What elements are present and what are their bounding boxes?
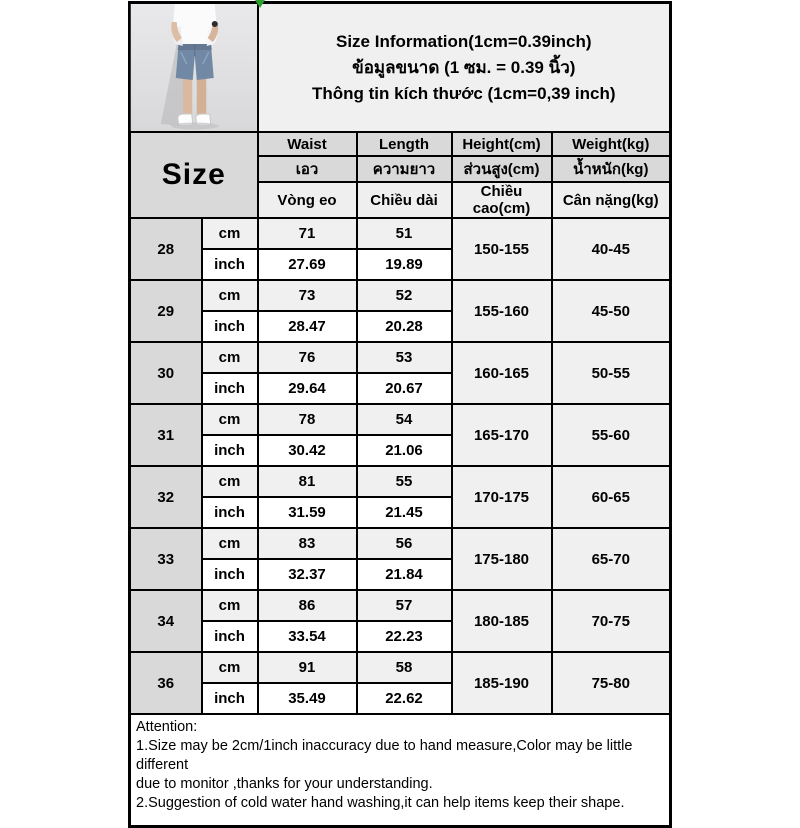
weight-range-value: 70-75 [552, 590, 671, 652]
unit-label-inch: inch [202, 497, 258, 528]
size-column-header: Size [130, 132, 258, 218]
length-header-vi: Chiều dài [357, 182, 452, 218]
size-information-table [128, 1, 672, 828]
weight-range-value: 45-50 [552, 280, 671, 342]
height-range-value: 175-180 [452, 528, 552, 590]
height-range-value: 155-160 [452, 280, 552, 342]
unit-label-cm: cm [202, 528, 258, 559]
waist-inch-value: 27.69 [258, 249, 357, 280]
size-row-cm [130, 404, 671, 435]
title-row [130, 3, 671, 133]
waist-cm-value: 86 [258, 590, 357, 621]
attention-line-1: 1.Size may be 2cm/1inch inaccuracy due to hand measure,Color may be little different [136, 738, 633, 773]
waist-inch-value: 29.64 [258, 373, 357, 404]
length-inch-value: 22.23 [357, 621, 452, 652]
unit-label-inch: inch [202, 621, 258, 652]
weight-range-value: 60-65 [552, 466, 671, 528]
height-range-value: 150-155 [452, 218, 552, 280]
height-header-th: ส่วนสูง(cm) [452, 156, 552, 182]
waist-cm-value: 73 [258, 280, 357, 311]
length-inch-value: 21.45 [357, 497, 452, 528]
unit-label-inch: inch [202, 373, 258, 404]
unit-label-cm: cm [202, 652, 258, 683]
length-cm-value: 53 [357, 342, 452, 373]
weight-range-value: 40-45 [552, 218, 671, 280]
length-header-en: Length [357, 132, 452, 156]
size-information-title [258, 3, 671, 133]
size-row-cm [130, 218, 671, 249]
length-cm-value: 51 [357, 218, 452, 249]
unit-label-inch: inch [202, 249, 258, 280]
waist-cm-value: 81 [258, 466, 357, 497]
attention-row [130, 714, 671, 827]
product-photo [130, 3, 258, 133]
height-range-value: 185-190 [452, 652, 552, 714]
size-row-cm [130, 466, 671, 497]
length-cm-value: 55 [357, 466, 452, 497]
unit-label-cm: cm [202, 404, 258, 435]
size-row-cm [130, 528, 671, 559]
length-inch-value: 20.28 [357, 311, 452, 342]
waist-inch-value: 35.49 [258, 683, 357, 714]
size-value: 33 [130, 528, 202, 590]
attention-line-3: 2.Suggestion of cold water hand washing,it can help items keep their shape. [136, 795, 625, 811]
length-inch-value: 20.67 [357, 373, 452, 404]
unit-label-cm: cm [202, 590, 258, 621]
size-row-cm [130, 652, 671, 683]
weight-header-en: Weight(kg) [552, 132, 671, 156]
weight-range-value: 50-55 [552, 342, 671, 404]
green-corner-mark [255, 0, 265, 8]
unit-label-cm: cm [202, 280, 258, 311]
size-value: 34 [130, 590, 202, 652]
waist-cm-value: 91 [258, 652, 357, 683]
waist-header-vi: Vòng eo [258, 182, 357, 218]
attention-note [130, 714, 671, 827]
waist-inch-value: 32.37 [258, 559, 357, 590]
waist-cm-value: 83 [258, 528, 357, 559]
height-range-value: 170-175 [452, 466, 552, 528]
waist-header-th: เอว [258, 156, 357, 182]
unit-label-cm: cm [202, 218, 258, 249]
weight-header-vi: Cân nặng(kg) [552, 182, 671, 218]
length-cm-value: 54 [357, 404, 452, 435]
length-inch-value: 21.84 [357, 559, 452, 590]
title-english: Size Information(1cm=0.39inch) [335, 31, 592, 51]
model-denim-shorts-image [131, 4, 257, 131]
title-thai: ข้อมูลขนาด (1 ซม. = 0.39 นิ้ว) [352, 57, 576, 77]
length-cm-value: 56 [357, 528, 452, 559]
weight-range-value: 55-60 [552, 404, 671, 466]
waist-cm-value: 71 [258, 218, 357, 249]
length-inch-value: 22.62 [357, 683, 452, 714]
size-value: 31 [130, 404, 202, 466]
unit-label-inch: inch [202, 435, 258, 466]
height-range-value: 180-185 [452, 590, 552, 652]
length-cm-value: 52 [357, 280, 452, 311]
size-value: 36 [130, 652, 202, 714]
unit-label-cm: cm [202, 342, 258, 373]
waist-inch-value: 31.59 [258, 497, 357, 528]
unit-label-cm: cm [202, 466, 258, 497]
size-value: 32 [130, 466, 202, 528]
length-inch-value: 19.89 [357, 249, 452, 280]
weight-range-value: 75-80 [552, 652, 671, 714]
waist-inch-value: 30.42 [258, 435, 357, 466]
length-cm-value: 58 [357, 652, 452, 683]
height-header-en: Height(cm) [452, 132, 552, 156]
height-range-value: 165-170 [452, 404, 552, 466]
length-cm-value: 57 [357, 590, 452, 621]
weight-range-value: 65-70 [552, 528, 671, 590]
height-header-vi: Chiều cao(cm) [452, 182, 552, 218]
size-row-cm [130, 342, 671, 373]
size-value: 28 [130, 218, 202, 280]
waist-cm-value: 76 [258, 342, 357, 373]
size-value: 29 [130, 280, 202, 342]
attention-line-2: due to monitor ,thanks for your understanding. [136, 776, 433, 792]
length-header-th: ความยาว [357, 156, 452, 182]
height-range-value: 160-165 [452, 342, 552, 404]
unit-label-inch: inch [202, 311, 258, 342]
header-row-english [130, 132, 671, 156]
size-row-cm [130, 280, 671, 311]
length-inch-value: 21.06 [357, 435, 452, 466]
unit-label-inch: inch [202, 559, 258, 590]
attention-title: Attention: [136, 719, 198, 735]
unit-label-inch: inch [202, 683, 258, 714]
waist-header-en: Waist [258, 132, 357, 156]
size-value: 30 [130, 342, 202, 404]
waist-inch-value: 33.54 [258, 621, 357, 652]
waist-cm-value: 78 [258, 404, 357, 435]
size-row-cm [130, 590, 671, 621]
title-vietnamese: Thông tin kích thước (1cm=0,39 inch) [312, 83, 616, 103]
waist-inch-value: 28.47 [258, 311, 357, 342]
weight-header-th: น้ำหนัก(kg) [552, 156, 671, 182]
